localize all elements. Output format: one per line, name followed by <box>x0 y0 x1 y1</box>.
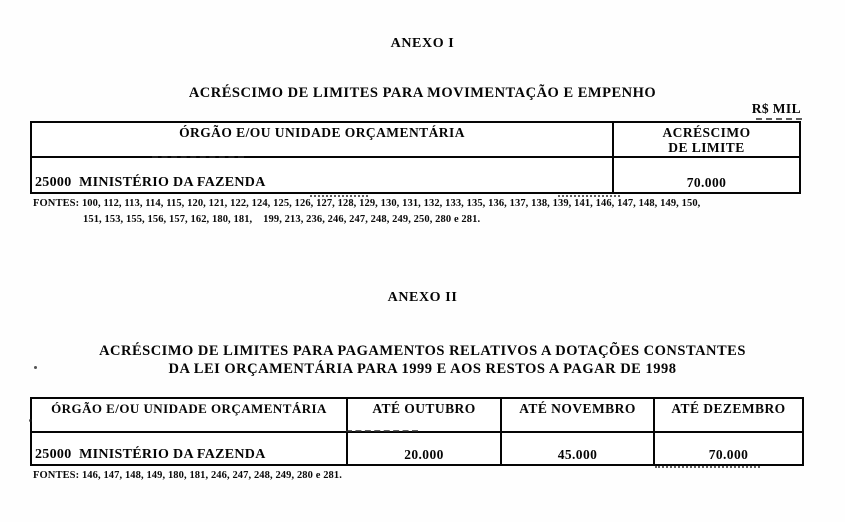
scan-artifact-dash-table1-separator <box>152 156 244 158</box>
anexo2-table-header-orgao-label: ÓRGÃO E/OU UNIDADE ORÇAMENTÁRIA <box>51 401 327 416</box>
anexo1-heading: ANEXO I <box>390 36 455 51</box>
anexo2-row-outubro-cell: 20.000 <box>346 433 500 464</box>
anexo1-row-orgao-cell: 25000 MINISTÉRIO DA FAZENDA <box>35 175 266 190</box>
anexo2-table-header-novembro <box>500 399 653 433</box>
scan-artifact-dots-under-table1-left <box>310 195 368 197</box>
scan-artifact-dash-under-unit-label <box>756 118 802 120</box>
anexo1-header-acrescimo-line2: DE LIMITE <box>668 140 745 155</box>
anexo2-table-header-orgao <box>32 399 346 433</box>
anexo2-header-novembro-label: ATÉ NOVEMBRO <box>519 401 636 416</box>
anexo2-row-dezembro-cell: 70.000 <box>653 433 802 464</box>
anexo2-table-header-outubro <box>346 399 500 433</box>
anexo2-header-outubro-label: ATÉ OUTUBRO <box>372 401 476 416</box>
anexo1-fontes-line1 <box>33 196 700 212</box>
anexo1-table-header-orgao <box>32 123 612 158</box>
anexo2-heading: ANEXO II <box>387 290 458 305</box>
currency-unit-label: R$ MIL <box>751 101 801 116</box>
scan-artifact-dash-table2-separator <box>346 430 418 432</box>
anexo1-header-acrescimo-line1: ACRÉSCIMO <box>662 125 751 140</box>
anexo2-header-dezembro-label: ATÉ DEZEMBRO <box>671 401 786 416</box>
anexo1-fontes-numbers1: 100, 112, 113, 114, 115, 120, 121, 122, 124, 125, 126, 127, 128, 129, 130, 131, 132, 133, 135, 136, 137, 138, 139, 141, 146, 147, 148, 149, 150, <box>79 198 701 209</box>
anexo1-row-acrescimo-cell: 70.000 <box>612 158 799 192</box>
anexo1-fontes-label: FONTES: <box>33 198 80 209</box>
scan-artifact-speck-left-margin <box>34 366 37 369</box>
scan-artifact-dots-under-table2-right <box>655 466 760 468</box>
anexo2-fontes-label: FONTES: <box>33 470 80 481</box>
anexo1-table <box>30 121 801 194</box>
anexo2-fontes-note <box>33 468 342 484</box>
anexo2-fontes-numbers1: 146, 147, 148, 149, 180, 181, 246, 247, 248, 249, 280 e 281. <box>79 470 342 481</box>
anexo2-title-line1: ACRÉSCIMO DE LIMITES PARA PAGAMENTOS RELATIVOS A DOTAÇÕES CONSTANTES <box>99 343 746 359</box>
anexo2-fontes-line1 <box>33 468 342 484</box>
scan-artifact-speck-table2 <box>29 419 32 422</box>
anexo2-row-orgao-cell: 25000 MINISTÉRIO DA FAZENDA <box>35 447 266 462</box>
anexo1-title: ACRÉSCIMO DE LIMITES PARA MOVIMENTAÇÃO E EMPENHO <box>188 85 657 101</box>
anexo2-row-novembro-cell: 45.000 <box>500 433 653 464</box>
scan-artifact-dots-under-table1-right <box>558 195 620 197</box>
anexo1-fontes-note <box>33 196 700 228</box>
anexo1-table-header-orgao-label: ÓRGÃO E/OU UNIDADE ORÇAMENTÁRIA <box>179 125 465 140</box>
anexo2-title-line2: DA LEI ORÇAMENTÁRIA PARA 1999 E AOS RESTOS A PAGAR DE 1998 <box>168 361 677 377</box>
anexo1-fontes-line2: 151, 153, 155, 156, 157, 162, 180, 181, 199, 213, 236, 246, 247, 248, 249, 250, 280 e 281. <box>83 214 481 225</box>
anexo2-table-header-dezembro <box>653 399 802 433</box>
anexo1-table-header-acrescimo <box>612 123 799 158</box>
